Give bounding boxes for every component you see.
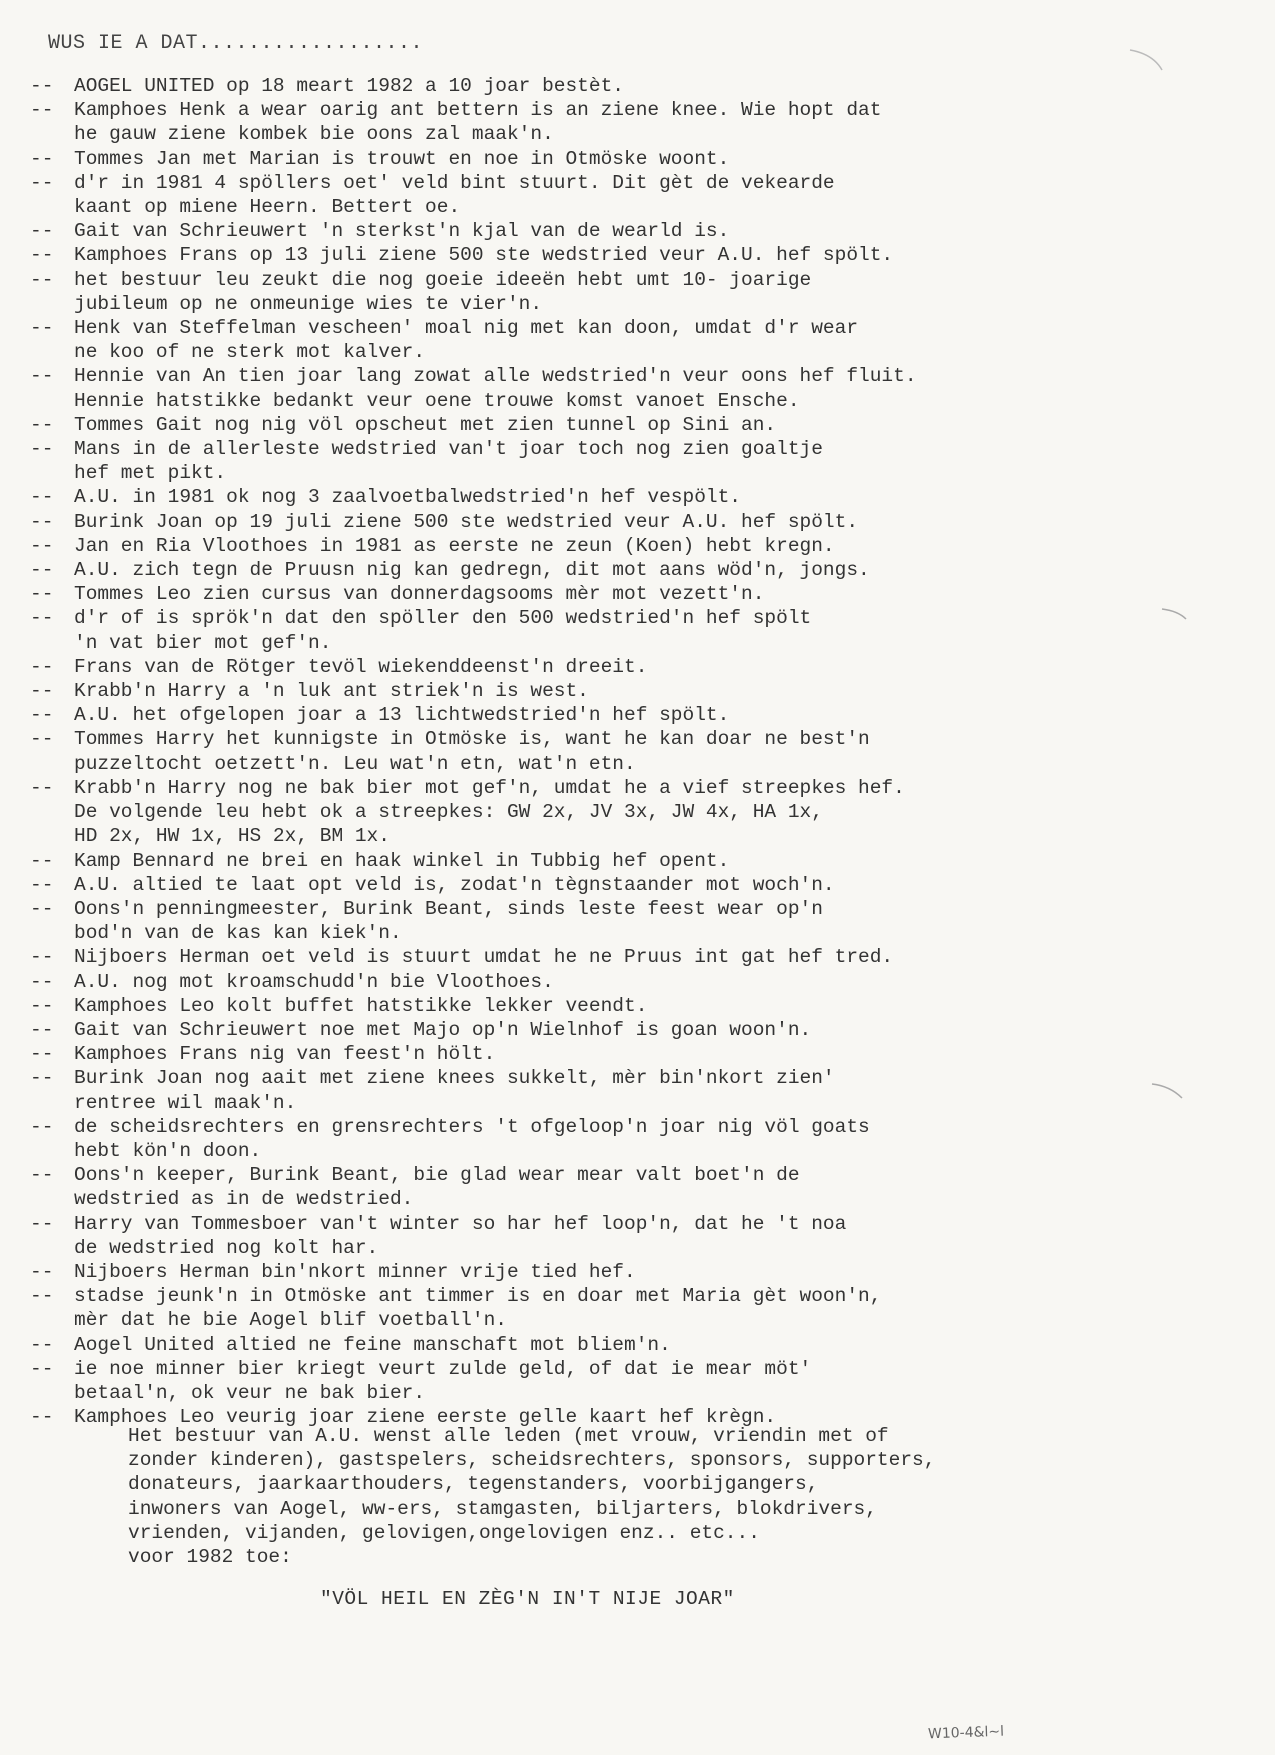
item-dash: -- xyxy=(30,1333,54,1356)
item-text: d'r in 1981 4 spöllers oet' veld bint stuurt. Dit gèt de vekearde kaant op miene Heern. Bettert oe. xyxy=(74,171,835,219)
list-item xyxy=(30,413,1255,437)
item-dash: -- xyxy=(30,559,54,582)
board-wishes-paragraph: Het bestuur van A.U. wenst alle leden (met vrouw, vriendin met of zonder kinderen), gastspelers, scheidsrechters, sponsors, supporters, donateurs, jaarkaarthouders, tegenstanders, voorbijgangers, inwoners van Aogel, ww-ers, stamgasten, biljarters, blokdrivers, vrienden, vijanden, gelovigen,ongelovigen enz.. etc... voor 1982 toe: xyxy=(128,1425,936,1569)
item-text: Aogel United altied ne feine manschaft mot bliem'n. xyxy=(74,1333,671,1356)
list-item xyxy=(30,1333,1255,1357)
item-text: A.U. in 1981 ok nog 3 zaalvoetbalwedstried'n hef vespölt. xyxy=(74,486,742,509)
list-item xyxy=(30,1357,1255,1405)
item-dash: -- xyxy=(30,897,54,920)
list-item xyxy=(30,873,1255,897)
item-dash: -- xyxy=(30,704,54,727)
list-item xyxy=(30,727,1255,775)
item-dash: -- xyxy=(30,583,54,606)
item-dash: -- xyxy=(30,171,54,194)
list-item xyxy=(30,679,1255,703)
list-item xyxy=(30,1042,1255,1066)
list-item xyxy=(30,1163,1255,1211)
item-dash: -- xyxy=(30,946,54,969)
item-dash: -- xyxy=(30,680,54,703)
list-item xyxy=(30,171,1255,219)
item-dash: -- xyxy=(30,776,54,799)
list-item xyxy=(30,74,1255,98)
item-dash: -- xyxy=(30,994,54,1017)
item-text: Kamphoes Leo kolt buffet hatstikke lekker veendt. xyxy=(74,994,648,1017)
item-text: Tommes Leo zien cursus van donnerdagsooms mèr mot vezett'n. xyxy=(74,583,765,606)
list-item xyxy=(30,994,1255,1018)
item-text: Tommes Jan met Marian is trouwt en noe in Otmöske woont. xyxy=(74,147,730,170)
item-text: ie noe minner bier kriegt veurt zulde geld, of dat ie mear möt' betaal'n, ok veur ne bak bier. xyxy=(74,1357,812,1404)
list-item xyxy=(30,703,1255,727)
list-item xyxy=(30,437,1255,485)
item-dash: -- xyxy=(30,655,54,678)
item-dash: -- xyxy=(30,607,54,630)
item-dash: -- xyxy=(30,873,54,896)
item-text: Harry van Tommesboer van't winter so har hef loop'n, dat he 't noa de wedstried nog kolt har. xyxy=(74,1212,847,1259)
item-list xyxy=(30,74,1255,1429)
margin-mark-icon xyxy=(1150,1080,1186,1104)
margin-mark-icon xyxy=(1128,40,1168,90)
item-dash: -- xyxy=(30,1115,54,1138)
item-text: Kamp Bennard ne brei en haak winkel in Tubbig hef opent. xyxy=(74,849,730,872)
item-dash: -- xyxy=(30,413,54,436)
list-item xyxy=(30,243,1255,267)
item-dash: -- xyxy=(30,220,54,243)
item-dash: -- xyxy=(30,1043,54,1066)
item-text: A.U. het ofgelopen joar a 13 lichtwedstried'n hef spölt. xyxy=(74,704,730,727)
item-text: Burink Joan nog aait met ziene knees sukkelt, mèr bin'nkort zien' rentree wil maak'n. xyxy=(74,1067,835,1114)
item-text: AOGEL UNITED op 18 meart 1982 a 10 joar bestèt. xyxy=(74,75,624,97)
list-item xyxy=(30,485,1255,509)
item-text: d'r of is sprök'n dat den spöller den 500 wedstried'n hef spölt 'n vat bier mot gef'n. xyxy=(74,607,812,654)
archive-number-handwritten: W10-4&l~l xyxy=(927,1723,1005,1743)
item-dash: -- xyxy=(30,365,54,388)
item-text: Krabb'n Harry a 'n luk ant striek'n is west. xyxy=(74,680,589,703)
item-text: Kamphoes Frans nig van feest'n hölt. xyxy=(74,1043,496,1066)
item-text: de scheidsrechters en grensrechters 't ofgeloop'n joar nig völ goats hebt kön'n doon. xyxy=(74,1115,870,1162)
item-dash: -- xyxy=(30,728,54,751)
list-item xyxy=(30,268,1255,316)
item-text: Oons'n penningmeester, Burink Beant, sinds leste feest wear op'n bod'n van de kas kan kiek'n. xyxy=(74,897,823,945)
item-text: Hennie van An tien joar lang zowat alle wedstried'n veur oons hef fluit. Hennie hatstikke bedankt veur oene trouwe komst vanoet Ensche. xyxy=(74,365,917,412)
item-text: Jan en Ria Vloothoes in 1981 as eerste ne zeun (Koen) hebt kregn. xyxy=(74,534,835,557)
list-item xyxy=(30,1284,1255,1332)
item-dash: -- xyxy=(30,970,54,993)
list-item xyxy=(30,1260,1255,1284)
item-text: Nijboers Herman bin'nkort minner vrije tied hef. xyxy=(74,1260,636,1283)
list-item xyxy=(30,1066,1255,1114)
item-text: Nijboers Herman oet veld is stuurt umdat he ne Pruus int gat hef tred. xyxy=(74,946,894,969)
item-text: A.U. nog mot kroamschudd'n bie Vloothoes. xyxy=(74,970,554,993)
item-dash: -- xyxy=(30,1018,54,1041)
item-dash: -- xyxy=(30,1067,54,1090)
item-dash: -- xyxy=(30,534,54,557)
item-dash: -- xyxy=(30,1164,54,1187)
item-dash: -- xyxy=(30,147,54,170)
item-text: Gait van Schrieuwert 'n sterkst'n kjal van de wearld is. xyxy=(74,220,730,243)
list-item xyxy=(30,1018,1255,1042)
page-heading: WUS IE A DAT.................. xyxy=(48,32,424,55)
item-text: Oons'n keeper, Burink Beant, bie glad wear mear valt boet'n de wedstried as in de wedstried. xyxy=(74,1164,800,1211)
item-text: Kamphoes Leo veurig joar ziene eerste gelle kaart hef krègn. xyxy=(74,1406,777,1429)
item-text: stadse jeunk'n in Otmöske ant timmer is en doar met Maria gèt woon'n, mèr dat he bie Aogel blif voetball'n. xyxy=(74,1285,882,1332)
item-text: Henk van Steffelman vescheen' moal nig met kan doon, umdat d'r wear ne koo of ne sterk mot kalver. xyxy=(74,317,859,364)
list-item xyxy=(30,776,1255,849)
list-item xyxy=(30,655,1255,679)
item-text: A.U. zich tegn de Pruusn nig kan gedregn, dit mot aans wöd'n, jongs. xyxy=(74,559,870,582)
item-text: Mans in de allerleste wedstried van't joar toch nog zien goaltje hef met pikt. xyxy=(74,438,823,485)
list-item xyxy=(30,534,1255,558)
item-dash: -- xyxy=(30,849,54,872)
item-dash: -- xyxy=(30,1260,54,1283)
item-dash: -- xyxy=(30,510,54,533)
item-text: Frans van de Rötger tevöl wiekenddeenst'n dreeit. xyxy=(74,655,648,678)
item-dash: -- xyxy=(30,438,54,461)
list-item xyxy=(30,510,1255,534)
item-text: Krabb'n Harry nog ne bak bier mot gef'n, umdat he a vief streepkes hef. De volgende leu hebt ok a streepkes: GW 2x, JV 3x, JW 4x, HA 1x, HD 2x, HW 1x, HS 2x, BM 1x. xyxy=(74,776,905,848)
item-dash: -- xyxy=(30,268,54,291)
item-text: het bestuur leu zeukt die nog goeie ideeën hebt umt 10- joarige jubileum op ne onmeunige wies te vier'n. xyxy=(74,268,812,315)
item-dash: -- xyxy=(30,1357,54,1380)
item-dash: -- xyxy=(30,1285,54,1308)
list-item xyxy=(30,606,1255,654)
list-item xyxy=(30,970,1255,994)
margin-mark-icon xyxy=(1160,605,1190,625)
item-dash: -- xyxy=(30,244,54,267)
item-dash: -- xyxy=(30,486,54,509)
list-item xyxy=(30,1115,1255,1163)
item-text: Tommes Harry het kunnigste in Otmöske is, want he kan doar ne best'n puzzeltocht oetzett'n. Leu wat'n etn, wat'n etn. xyxy=(74,728,870,775)
item-text: Burink Joan op 19 juli ziene 500 ste wedstried veur A.U. hef spölt. xyxy=(74,510,859,533)
item-text: A.U. altied te laat opt veld is, zodat'n tègnstaander mot woch'n. xyxy=(74,873,835,896)
item-text: Kamphoes Frans op 13 juli ziene 500 ste wedstried veur A.U. hef spölt. xyxy=(74,244,894,267)
list-item xyxy=(30,945,1255,969)
item-dash: -- xyxy=(30,1406,54,1429)
item-text: Gait van Schrieuwert noe met Majo op'n Wielnhof is goan woon'n. xyxy=(74,1018,812,1041)
list-item xyxy=(30,364,1255,412)
list-item xyxy=(30,558,1255,582)
list-item xyxy=(30,98,1255,146)
item-dash: -- xyxy=(30,317,54,340)
list-item xyxy=(30,582,1255,606)
item-text: Kamphoes Henk a wear oarig ant bettern is an ziene knee. Wie hopt dat he gauw ziene kombek bie oons zal maak'n. xyxy=(74,99,882,146)
item-dash: -- xyxy=(30,99,54,122)
list-item xyxy=(30,316,1255,364)
item-dash: -- xyxy=(30,1212,54,1235)
item-text: Tommes Gait nog nig völ opscheut met zien tunnel op Sini an. xyxy=(74,413,777,436)
item-dash: -- xyxy=(30,75,54,97)
list-item xyxy=(30,219,1255,243)
list-item xyxy=(30,1212,1255,1260)
list-item xyxy=(30,849,1255,873)
list-item xyxy=(30,147,1255,171)
list-item xyxy=(30,897,1255,945)
closing-greeting: "VÖL HEIL EN ZÈG'N IN'T NIJE JOAR" xyxy=(320,1588,735,1610)
